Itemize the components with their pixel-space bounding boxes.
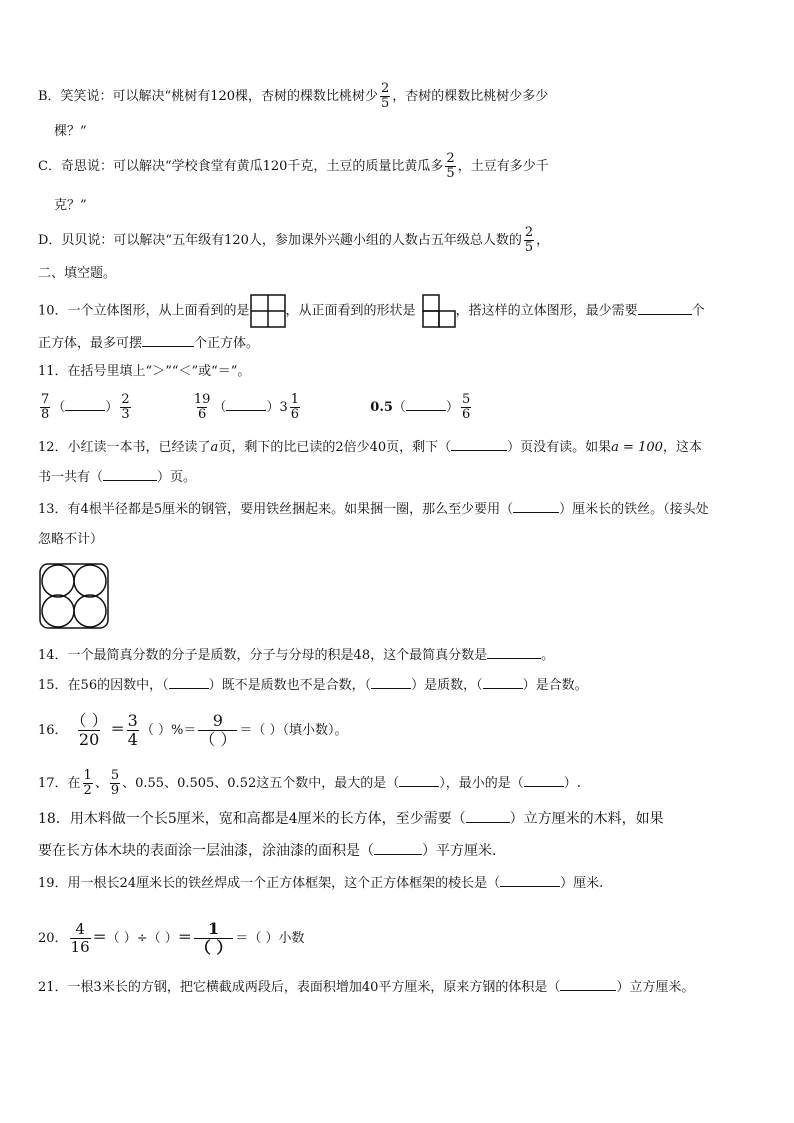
answer-blank[interactable]	[169, 676, 209, 689]
question-18	[38, 810, 664, 828]
question-14	[38, 646, 554, 664]
fraction	[40, 393, 50, 422]
answer-blank[interactable]	[451, 438, 507, 451]
fraction	[70, 921, 91, 956]
top-view-grid-icon	[250, 294, 286, 328]
numerator: 3	[127, 711, 138, 730]
paren: （	[213, 400, 227, 415]
numerator: 1	[290, 392, 300, 407]
equals-sign: ＝	[110, 722, 125, 738]
denominator: 16	[70, 938, 90, 956]
math-expression: a = 100	[611, 440, 663, 455]
fraction	[127, 712, 139, 749]
fraction	[120, 393, 130, 422]
option-text: ，土豆有多少千	[457, 159, 549, 174]
answer-blank[interactable]	[487, 646, 541, 659]
question-text: 18．用木料做一个长5厘米，宽和高都是4厘米的长方体，至少需要（	[38, 811, 466, 827]
question-19	[38, 874, 603, 892]
option-b	[38, 82, 548, 111]
answer-blank[interactable]	[406, 398, 446, 411]
equals-sign: ＝	[177, 930, 192, 946]
question-17	[38, 766, 581, 802]
question-21	[38, 978, 694, 996]
question-text: ）.	[563, 776, 581, 791]
fraction	[524, 226, 534, 255]
question-text: ）厘米.	[560, 876, 604, 891]
question-text: ＝（ ）（填小数）。	[239, 723, 348, 738]
math-variable: a	[210, 440, 219, 455]
question-text: ）既不是质数也不是合数，（	[208, 678, 372, 693]
question-text: 15．在56的因数中，（	[38, 678, 169, 693]
numerator: 19	[193, 392, 211, 407]
question-text: ）是合数。	[522, 678, 588, 693]
question-text: ）页。	[157, 470, 197, 485]
answer-blank[interactable]	[638, 302, 692, 315]
question-number: 20．	[38, 931, 68, 946]
question-11: 11．在括号里填上“＞”“＜”或“＝”。	[38, 364, 251, 379]
numerator: 2	[446, 151, 455, 166]
numerator: 9	[212, 711, 223, 730]
answer-blank[interactable]	[466, 810, 510, 823]
answer-blank[interactable]	[483, 676, 523, 689]
denominator: 2	[83, 783, 92, 798]
question-text: ）立方厘米的木料，如果	[509, 811, 664, 827]
paren: ）	[445, 400, 459, 415]
front-view-shape-icon	[422, 294, 456, 328]
fraction	[380, 82, 390, 111]
paren: （	[392, 400, 406, 415]
question-13-cont: 忽略不计）	[38, 532, 104, 547]
question-20	[38, 916, 305, 961]
question-number: 16．	[38, 723, 68, 738]
question-text: ）平方厘米.	[422, 843, 497, 859]
question-text: 页，剩下的比已读的2倍少40页，剩下（	[218, 440, 452, 455]
numerator: 5	[461, 392, 471, 407]
question-text: 正方体，最多可摆	[38, 336, 143, 351]
fraction	[83, 769, 93, 798]
denominator: 5	[381, 96, 390, 111]
question-11-items	[38, 390, 473, 426]
denominator: 9	[110, 783, 120, 798]
question-text: 、0.55、0.505、0.52这五个数中，最大的是（	[122, 776, 400, 791]
option-d	[38, 226, 549, 255]
question-10-cont	[38, 334, 259, 352]
answer-blank[interactable]	[226, 398, 266, 411]
paren: ）	[105, 400, 119, 415]
question-text: ），最小的是（	[439, 776, 524, 791]
question-10	[38, 294, 705, 329]
option-text: ，	[536, 233, 550, 248]
fraction	[461, 393, 471, 422]
question-text: ）厘米长的铁丝。（接头处	[559, 502, 709, 517]
question-text: 19．用一根长24厘米长的铁丝焊成一个正方体框架，这个正方体框架的棱长是（	[38, 876, 501, 891]
fraction	[198, 712, 237, 749]
denominator: 3	[121, 407, 130, 422]
denominator[interactable]: （ ）	[199, 730, 237, 749]
denominator: 6	[198, 407, 207, 422]
numerator: 5	[110, 768, 120, 783]
numerator: 2	[381, 81, 390, 96]
answer-blank[interactable]: （ ）%＝	[140, 723, 197, 738]
fraction	[110, 769, 120, 798]
option-text: D．贝贝说：可以解决“五年级有120人，参加课外兴趣小组的人数占五年级总人数的	[38, 233, 522, 248]
question-text: ）立方厘米。	[616, 980, 695, 995]
answer-blank[interactable]	[500, 874, 560, 887]
fraction	[70, 712, 109, 749]
question-text: 书一共有（	[38, 470, 104, 485]
question-text: ＝（ ）小数	[235, 931, 305, 946]
question-text: 12．小红读一本书，已经读了	[38, 440, 211, 455]
denominator: 5	[446, 166, 455, 181]
answer-blank[interactable]	[399, 774, 439, 787]
fraction	[194, 920, 234, 957]
separator: 、	[94, 776, 108, 791]
fraction	[445, 152, 455, 181]
fraction	[290, 393, 300, 422]
answer-blank[interactable]	[560, 978, 616, 991]
question-text: 要在长方体木块的表面涂一层油漆，涂油漆的面积是（	[38, 843, 374, 859]
question-12-cont	[38, 468, 196, 486]
answer-blank[interactable]	[103, 468, 157, 481]
denominator[interactable]: （ ）	[194, 938, 233, 957]
answer-blank[interactable]: （ ）÷（ ）	[106, 931, 178, 946]
answer-blank[interactable]	[513, 500, 559, 513]
fraction	[193, 393, 212, 422]
denominator: 8	[41, 407, 50, 422]
option-c-cont: 克？”	[54, 198, 87, 213]
answer-blank[interactable]	[371, 676, 411, 689]
decimal-value: 0.5	[370, 400, 393, 415]
answer-blank[interactable]	[142, 334, 194, 347]
numerator: 4	[75, 920, 85, 938]
question-13	[38, 500, 709, 518]
numerator: 2	[524, 225, 534, 240]
question-text: 17．在	[38, 776, 81, 791]
denominator: 6	[290, 407, 300, 422]
whole-number: 3	[279, 400, 288, 415]
four-pipes-diagram	[38, 562, 110, 630]
numerator: 7	[41, 392, 50, 407]
question-text: 。	[541, 648, 555, 663]
answer-blank[interactable]	[65, 398, 105, 411]
equals-sign: ＝	[92, 930, 107, 946]
option-b-cont: 棵？”	[54, 124, 87, 139]
question-text: 个正方体。	[194, 336, 260, 351]
option-text: C．奇思说：可以解决“学校食堂有黄瓜120千克，土豆的质量比黄瓜多	[38, 159, 444, 174]
numerator: 1	[208, 919, 220, 938]
question-text: ，这本	[662, 440, 702, 455]
numerator[interactable]: （ ）	[70, 711, 108, 730]
question-text: 21．一根3米长的方钢，把它横截成两段后，表面积增加40平方厘米，原来方钢的体积是（	[38, 980, 561, 995]
question-text: 10．一个立体图形，从上面看到的是	[38, 303, 250, 319]
answer-blank[interactable]	[524, 774, 564, 787]
denominator: 4	[127, 730, 138, 749]
question-text: 个	[691, 303, 705, 319]
question-18-cont	[38, 842, 496, 860]
answer-blank[interactable]	[374, 842, 422, 855]
question-text: 13．有4根半径都是5厘米的钢管，要用铁丝捆起来。如果捆一圈，那么至少要用（	[38, 502, 514, 517]
question-text: ）页没有读。如果	[507, 440, 612, 455]
option-text: B．笑笑说：可以解决“桃树有120棵，杏树的棵数比桃树少	[38, 89, 379, 104]
paren: （	[52, 400, 66, 415]
paren: ）	[266, 400, 280, 415]
question-text: 14．一个最简真分数的分子是质数，分子与分母的积是48，这个最简真分数是	[38, 648, 488, 663]
numerator: 2	[121, 392, 130, 407]
denominator: 6	[461, 407, 471, 422]
question-15	[38, 676, 588, 694]
denominator: 20	[78, 730, 100, 749]
option-c	[38, 152, 549, 181]
option-text: ，杏树的棵数比桃树少多少	[392, 89, 549, 104]
numerator: 1	[83, 768, 92, 783]
question-16	[38, 708, 348, 753]
question-text: ，从正面看到的形状是	[285, 303, 416, 319]
question-text: ，搭这样的立体图形，最少需要	[455, 303, 638, 319]
section-heading: 二、填空题。	[38, 266, 117, 281]
question-text: ）是质数，（	[411, 678, 483, 693]
denominator: 5	[524, 240, 534, 255]
question-12	[38, 438, 702, 456]
